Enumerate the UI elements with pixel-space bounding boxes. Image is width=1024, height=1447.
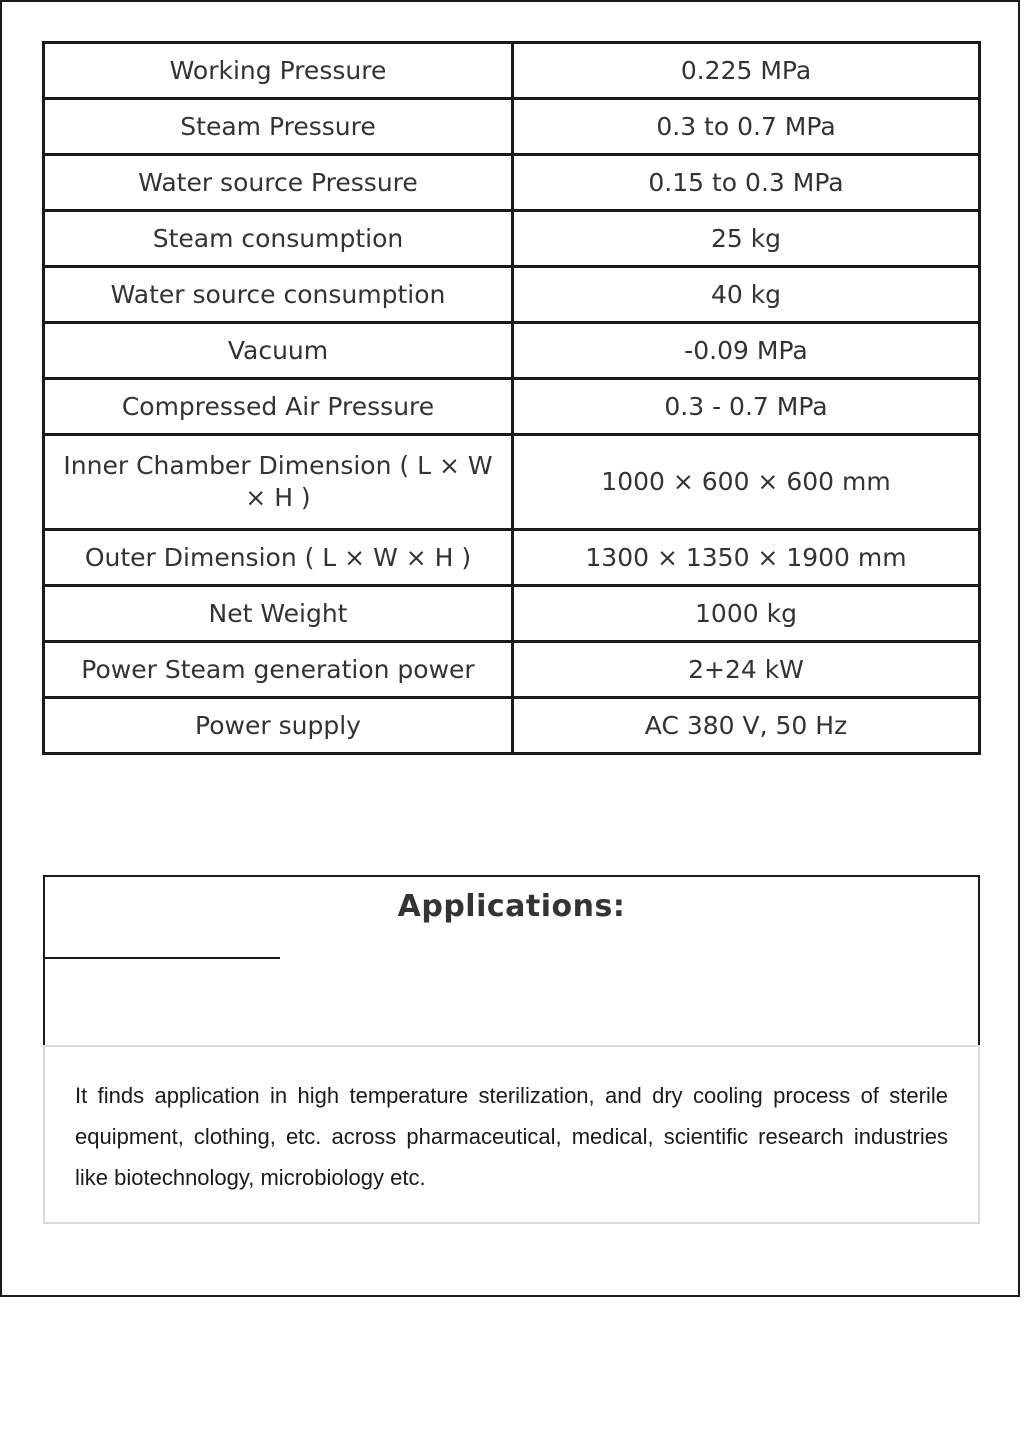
spec-label: Outer Dimension ( L × W × H )	[44, 530, 513, 586]
specification-table	[42, 41, 981, 755]
spec-label: Steam consumption	[44, 211, 513, 267]
table-row	[44, 379, 980, 435]
spec-label: Power supply	[44, 698, 513, 754]
spec-value: 0.15 to 0.3 MPa	[513, 155, 980, 211]
spec-label: Steam Pressure	[44, 99, 513, 155]
spec-label: Power Steam generation power	[44, 642, 513, 698]
spec-value: 0.3 - 0.7 MPa	[513, 379, 980, 435]
spec-label: Water source consumption	[44, 267, 513, 323]
table-row	[44, 642, 980, 698]
spec-value: 1300 × 1350 × 1900 mm	[513, 530, 980, 586]
table-row	[44, 530, 980, 586]
spec-value: 40 kg	[513, 267, 980, 323]
spec-value: -0.09 MPa	[513, 323, 980, 379]
spec-value: 0.3 to 0.7 MPa	[513, 99, 980, 155]
table-row	[44, 435, 980, 530]
spec-label: Inner Chamber Dimension ( L × W × H )	[44, 435, 513, 530]
applications-section	[43, 875, 980, 1224]
spec-label: Net Weight	[44, 586, 513, 642]
spec-value: 2+24 kW	[513, 642, 980, 698]
table-row	[44, 211, 980, 267]
table-row	[44, 323, 980, 379]
spec-value: 25 kg	[513, 211, 980, 267]
spec-value: AC 380 V, 50 Hz	[513, 698, 980, 754]
spec-label: Compressed Air Pressure	[44, 379, 513, 435]
table-row	[44, 43, 980, 99]
applications-body	[43, 1045, 980, 1224]
table-row	[44, 267, 980, 323]
table-row	[44, 99, 980, 155]
table-row	[44, 155, 980, 211]
applications-title: Applications:	[397, 889, 626, 924]
title-divider	[45, 957, 280, 959]
spec-label: Water source Pressure	[44, 155, 513, 211]
spec-value: 0.225 MPa	[513, 43, 980, 99]
table-row	[44, 698, 980, 754]
applications-header	[43, 875, 980, 1045]
spec-label: Working Pressure	[44, 43, 513, 99]
spec-label: Vacuum	[44, 323, 513, 379]
table-row	[44, 586, 980, 642]
spec-value: 1000 kg	[513, 586, 980, 642]
applications-text: It finds application in high temperature sterilization, and dry cooling process of sterile equipment, clothing, etc. across pharmaceutical, medical, scientific research industries like biotechnology, microbiology etc.	[75, 1083, 948, 1190]
spec-value: 1000 × 600 × 600 mm	[513, 435, 980, 530]
